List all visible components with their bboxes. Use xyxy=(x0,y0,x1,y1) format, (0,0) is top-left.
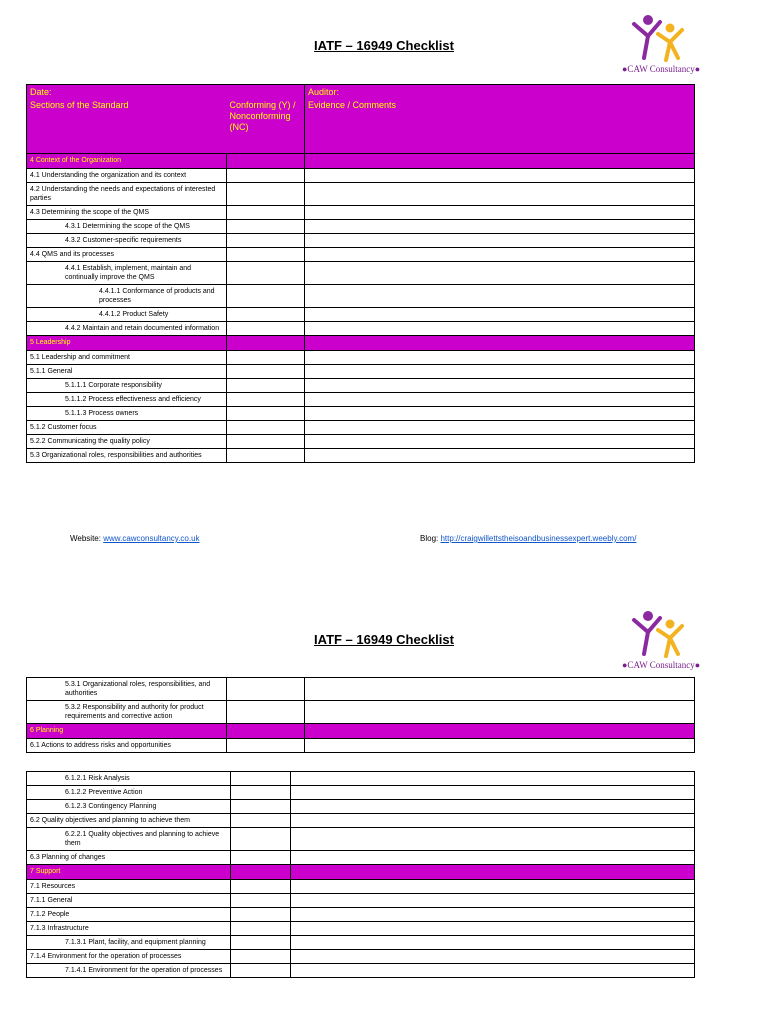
evidence-cell[interactable] xyxy=(305,322,695,336)
evidence-cell[interactable] xyxy=(305,206,695,220)
evidence-cell[interactable] xyxy=(305,435,695,449)
conformance-cell[interactable] xyxy=(227,169,305,183)
table-row xyxy=(27,379,695,393)
evidence-cell[interactable] xyxy=(291,922,695,936)
website-footer xyxy=(70,534,200,543)
clause-cell: 6.2 Quality objectives and planning to achieve them xyxy=(27,814,231,828)
conformance-cell[interactable] xyxy=(231,908,291,922)
evidence-cell[interactable] xyxy=(305,379,695,393)
clause-cell: 7.1.2 People xyxy=(27,908,231,922)
conformance-cell[interactable] xyxy=(231,800,291,814)
clause-cell: 6.3 Planning of changes xyxy=(27,851,231,865)
conformance-cell[interactable] xyxy=(227,248,305,262)
evidence-cell[interactable] xyxy=(305,351,695,365)
evidence-cell[interactable] xyxy=(305,183,695,206)
clause-cell: 5.3.2 Responsibility and authority for product requirements and corrective action xyxy=(27,701,227,724)
table-row xyxy=(27,772,695,786)
evidence-cell[interactable] xyxy=(305,169,695,183)
table-row xyxy=(27,421,695,435)
clause-cell: 7.1.4 Environment for the operation of processes xyxy=(27,950,231,964)
evidence-cell[interactable] xyxy=(305,336,695,351)
table-row xyxy=(27,922,695,936)
evidence-cell[interactable] xyxy=(291,828,695,851)
sections-label: Sections of the Standard xyxy=(30,100,129,110)
conformance-cell[interactable] xyxy=(231,880,291,894)
table-row xyxy=(27,407,695,421)
conformance-cell[interactable] xyxy=(227,678,305,701)
clause-cell: 4.3 Determining the scope of the QMS xyxy=(27,206,227,220)
conformance-cell[interactable] xyxy=(227,365,305,379)
table-row xyxy=(27,739,695,753)
table-row xyxy=(27,701,695,724)
website-link[interactable]: www.cawconsultancy.co.uk xyxy=(103,534,200,543)
evidence-cell[interactable] xyxy=(291,786,695,800)
conformance-cell[interactable] xyxy=(227,322,305,336)
conformance-cell[interactable] xyxy=(227,285,305,308)
clause-cell: 5.1.1.2 Process effectiveness and efficiency xyxy=(27,393,227,407)
conformance-cell[interactable] xyxy=(231,922,291,936)
table-row xyxy=(27,435,695,449)
clause-cell: 6 Planning xyxy=(27,724,227,739)
clause-cell: 6.1 Actions to address risks and opportunities xyxy=(27,739,227,753)
date-label: Date: xyxy=(30,87,52,97)
table-row xyxy=(27,880,695,894)
clause-cell: 6.1.2.1 Risk Analysis xyxy=(27,772,231,786)
conformance-cell[interactable] xyxy=(227,421,305,435)
table-row xyxy=(27,322,695,336)
evidence-cell[interactable] xyxy=(305,393,695,407)
conformance-cell[interactable] xyxy=(227,234,305,248)
conformance-cell[interactable] xyxy=(227,336,305,351)
table-row xyxy=(27,678,695,701)
clause-cell: 6.1.2.2 Preventive Action xyxy=(27,786,231,800)
conformance-cell[interactable] xyxy=(227,393,305,407)
table-row xyxy=(27,908,695,922)
evidence-cell[interactable] xyxy=(305,449,695,463)
conformance-cell[interactable] xyxy=(231,786,291,800)
table-row xyxy=(27,828,695,851)
clause-cell: 7.1.4.1 Environment for the operation of processes xyxy=(27,964,231,978)
conformance-cell[interactable] xyxy=(231,865,291,880)
page-title: IATF – 16949 Checklist xyxy=(314,38,454,53)
blog-label: Blog: xyxy=(420,534,439,543)
conformance-cell[interactable] xyxy=(227,701,305,724)
evidence-cell[interactable] xyxy=(305,262,695,285)
evidence-cell[interactable] xyxy=(305,724,695,739)
table-row xyxy=(27,393,695,407)
clause-cell: 4.4.1.1 Conformance of products and processes xyxy=(27,285,227,308)
clause-cell: 6.1.2.3 Contingency Planning xyxy=(27,800,231,814)
clause-cell: 4.4.1 Establish, implement, maintain and continually improve the QMS xyxy=(27,262,227,285)
section-row xyxy=(27,865,695,880)
conformance-cell[interactable] xyxy=(231,964,291,978)
clause-cell: 4.2 Understanding the needs and expectations of interested parties xyxy=(27,183,227,206)
auditor-label: Auditor: xyxy=(308,87,340,97)
evidence-cell[interactable] xyxy=(291,908,695,922)
clause-cell: 5.1.1 General xyxy=(27,365,227,379)
evidence-cell[interactable] xyxy=(291,964,695,978)
clause-cell: 7.1.3 Infrastructure xyxy=(27,922,231,936)
table-row xyxy=(27,786,695,800)
evidence-cell[interactable] xyxy=(305,234,695,248)
conformance-cell[interactable] xyxy=(227,154,305,169)
page1-rows xyxy=(27,154,695,463)
table-row xyxy=(27,351,695,365)
conformance-cell[interactable] xyxy=(227,379,305,393)
table-row xyxy=(27,365,695,379)
clause-cell: 4 Context of the Organization xyxy=(27,154,227,169)
blog-link[interactable]: http://craigwillettstheisoandbusinessexpert.weebly.com/ xyxy=(440,534,637,543)
conformance-cell[interactable] xyxy=(227,206,305,220)
table-row xyxy=(27,800,695,814)
clause-cell: 7.1.1 General xyxy=(27,894,231,908)
table-row xyxy=(27,308,695,322)
evidence-cell[interactable] xyxy=(291,950,695,964)
table-row xyxy=(27,950,695,964)
table-row xyxy=(27,220,695,234)
evidence-cell[interactable] xyxy=(305,701,695,724)
figures-icon xyxy=(630,14,690,64)
table-row xyxy=(27,936,695,950)
clause-cell: 4.4.2 Maintain and retain documented information xyxy=(27,322,227,336)
conformance-cell[interactable] xyxy=(231,828,291,851)
section-row xyxy=(27,724,695,739)
section-row xyxy=(27,336,695,351)
clause-cell: 4.1 Understanding the organization and its context xyxy=(27,169,227,183)
conformance-cell[interactable] xyxy=(231,936,291,950)
table-row xyxy=(27,234,695,248)
conformance-cell[interactable] xyxy=(231,814,291,828)
table-row xyxy=(27,449,695,463)
conformance-cell[interactable] xyxy=(227,435,305,449)
clause-cell: 5.1.2 Customer focus xyxy=(27,421,227,435)
clause-cell: 6.2.2.1 Quality objectives and planning to achieve them xyxy=(27,828,231,851)
table-row xyxy=(27,814,695,828)
conformance-cell[interactable] xyxy=(227,739,305,753)
conformance-cell[interactable] xyxy=(227,308,305,322)
checklist-table-page1 xyxy=(26,84,695,463)
evidence-cell[interactable] xyxy=(305,678,695,701)
clause-cell: 5 Leadership xyxy=(27,336,227,351)
header-sections-cell xyxy=(27,85,227,154)
conformance-cell[interactable] xyxy=(231,950,291,964)
page-title-2: IATF – 16949 Checklist xyxy=(314,632,454,647)
table-row xyxy=(27,894,695,908)
checklist-table-page2a xyxy=(26,677,695,753)
clause-cell: 5.2.2 Communicating the quality policy xyxy=(27,435,227,449)
clause-cell: 5.3.1 Organizational roles, responsibilities, and authorities xyxy=(27,678,227,701)
clause-cell: 4.3.2 Customer-specific requirements xyxy=(27,234,227,248)
evidence-cell[interactable] xyxy=(305,365,695,379)
conformance-cell[interactable] xyxy=(227,183,305,206)
clause-cell: 7.1.3.1 Plant, facility, and equipment planning xyxy=(27,936,231,950)
conformance-cell[interactable] xyxy=(227,407,305,421)
website-label: Website: xyxy=(70,534,101,543)
conformance-cell[interactable] xyxy=(227,262,305,285)
evidence-cell[interactable] xyxy=(305,421,695,435)
evidence-cell[interactable] xyxy=(291,880,695,894)
clause-cell: 5.3 Organizational roles, responsibilities and authorities xyxy=(27,449,227,463)
evidence-cell[interactable] xyxy=(291,936,695,950)
conformance-cell[interactable] xyxy=(231,772,291,786)
checklist-table-page2b xyxy=(26,771,695,978)
conformance-cell[interactable] xyxy=(227,449,305,463)
clause-cell: 5.1 Leadership and commitment xyxy=(27,351,227,365)
section-row xyxy=(27,154,695,169)
caw-logo-2 xyxy=(622,610,701,670)
page2a-rows xyxy=(27,678,695,753)
evidence-cell[interactable] xyxy=(305,285,695,308)
figures-icon xyxy=(630,610,690,660)
clause-cell: 7.1 Resources xyxy=(27,880,231,894)
evidence-cell[interactable] xyxy=(305,739,695,753)
evidence-cell[interactable] xyxy=(305,220,695,234)
conformance-cell[interactable] xyxy=(227,351,305,365)
table-row xyxy=(27,964,695,978)
table-row xyxy=(27,206,695,220)
caw-logo xyxy=(622,14,701,74)
table-row xyxy=(27,285,695,308)
table-row xyxy=(27,248,695,262)
clause-cell: 7 Support xyxy=(27,865,231,880)
blog-footer xyxy=(420,534,636,543)
brand-name-2: ●CAW Consultancy● xyxy=(622,660,701,670)
header-conforming-cell xyxy=(227,85,305,154)
evidence-cell[interactable] xyxy=(291,772,695,786)
evidence-cell[interactable] xyxy=(291,851,695,865)
evidence-cell[interactable] xyxy=(305,407,695,421)
evidence-cell[interactable] xyxy=(291,800,695,814)
evidence-cell[interactable] xyxy=(291,865,695,880)
evidence-label: Evidence / Comments xyxy=(308,100,397,110)
clause-cell: 4.4.1.2 Product Safety xyxy=(27,308,227,322)
table-row xyxy=(27,169,695,183)
evidence-cell[interactable] xyxy=(291,814,695,828)
clause-cell: 4.4 QMS and its processes xyxy=(27,248,227,262)
conforming-label: Conforming (Y) / Nonconforming (NC) xyxy=(229,100,296,132)
clause-cell: 4.3.1 Determining the scope of the QMS xyxy=(27,220,227,234)
evidence-cell[interactable] xyxy=(305,154,695,169)
conformance-cell[interactable] xyxy=(231,894,291,908)
evidence-cell[interactable] xyxy=(305,248,695,262)
header-evidence-cell xyxy=(305,85,695,154)
page2b-rows xyxy=(27,772,695,978)
brand-name: ●CAW Consultancy● xyxy=(622,64,701,74)
conformance-cell[interactable] xyxy=(231,851,291,865)
clause-cell: 5.1.1.1 Corporate responsibility xyxy=(27,379,227,393)
table-row xyxy=(27,183,695,206)
table-row xyxy=(27,851,695,865)
conformance-cell[interactable] xyxy=(227,724,305,739)
table-header-row xyxy=(27,85,695,154)
conformance-cell[interactable] xyxy=(227,220,305,234)
evidence-cell[interactable] xyxy=(305,308,695,322)
table-row xyxy=(27,262,695,285)
evidence-cell[interactable] xyxy=(291,894,695,908)
clause-cell: 5.1.1.3 Process owners xyxy=(27,407,227,421)
